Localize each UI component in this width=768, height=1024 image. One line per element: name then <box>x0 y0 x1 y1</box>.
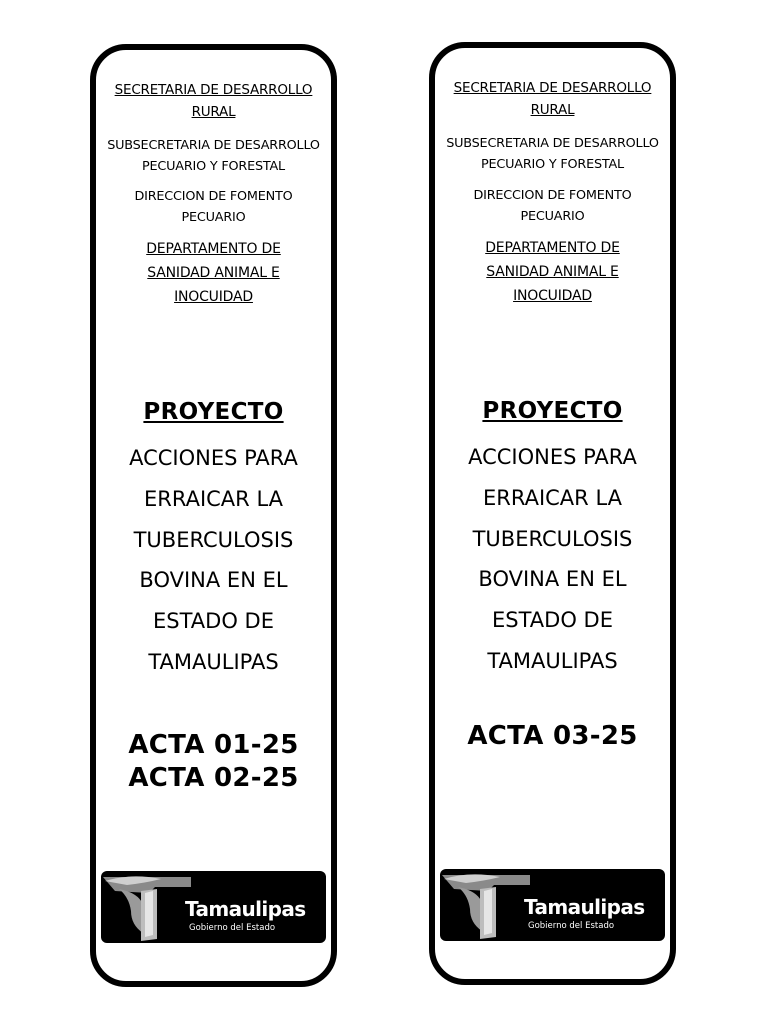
direccion-line-1: DIRECCION DE FOMENTO <box>134 189 293 204</box>
secretaria-line-2: RURAL <box>191 104 236 120</box>
project-line: ESTADO DE <box>492 608 613 633</box>
acta-number: ACTA 01-25 <box>128 730 299 760</box>
project-line: TUBERCULOSIS <box>472 526 633 551</box>
project-line: ESTADO DE <box>153 609 274 634</box>
tamaulipas-t-logo-icon <box>101 871 191 943</box>
direccion-line-2: PECUARIO <box>181 210 246 225</box>
subsecretaria-line-2: PECUARIO Y FORESTAL <box>142 159 285 174</box>
project-label: PROYECTO <box>143 399 284 425</box>
secretaria-line-1: SECRETARIA DE DESARROLLO <box>114 82 313 98</box>
acta-list <box>96 729 331 795</box>
bookmark-card-1 <box>90 44 337 987</box>
tamaulipas-t-logo-icon <box>440 869 530 941</box>
tamaulipas-logo <box>440 869 665 941</box>
departamento-text: DEPARTAMENTO DE SANIDAD ANIMAL E INOCUIDAD <box>485 240 620 304</box>
bookmark-card-2 <box>429 42 676 985</box>
direccion-line-1: DIRECCION DE FOMENTO <box>473 188 632 203</box>
project-line: TAMAULIPAS <box>148 649 279 674</box>
secretaria-line-1: SECRETARIA DE DESARROLLO <box>453 80 652 96</box>
acta-number: ACTA 02-25 <box>128 763 299 793</box>
project-label: PROYECTO <box>482 398 623 424</box>
project-line: TUBERCULOSIS <box>133 527 294 552</box>
logo-subtitle: Gobierno del Estado <box>528 921 615 931</box>
project-line: TAMAULIPAS <box>487 648 618 673</box>
logo-name: Tamaulipas <box>524 895 645 919</box>
project-line: ACCIONES PARA <box>468 445 637 469</box>
project-line: ERRAICAR LA <box>143 486 283 511</box>
subsecretaria-line-2: PECUARIO Y FORESTAL <box>481 157 624 172</box>
project-line: BOVINA EN EL <box>478 567 627 592</box>
project-description <box>435 437 670 682</box>
tamaulipas-logo <box>101 871 326 943</box>
project-description <box>96 438 331 683</box>
acta-list <box>435 720 670 753</box>
departamento-text: DEPARTAMENTO DE SANIDAD ANIMAL E INOCUIDAD <box>146 241 281 305</box>
project-line: ACCIONES PARA <box>129 446 298 470</box>
acta-number: ACTA 03-25 <box>467 721 638 751</box>
logo-subtitle: Gobierno del Estado <box>189 923 276 933</box>
project-line: ERRAICAR LA <box>482 485 622 510</box>
subsecretaria-line-1: SUBSECRETARIA DE DESARROLLO <box>107 138 320 153</box>
subsecretaria-line-1: SUBSECRETARIA DE DESARROLLO <box>446 136 659 151</box>
logo-name: Tamaulipas <box>185 897 306 921</box>
secretaria-line-2: RURAL <box>530 102 575 118</box>
project-line: BOVINA EN EL <box>139 568 288 593</box>
direccion-line-2: PECUARIO <box>520 209 585 224</box>
